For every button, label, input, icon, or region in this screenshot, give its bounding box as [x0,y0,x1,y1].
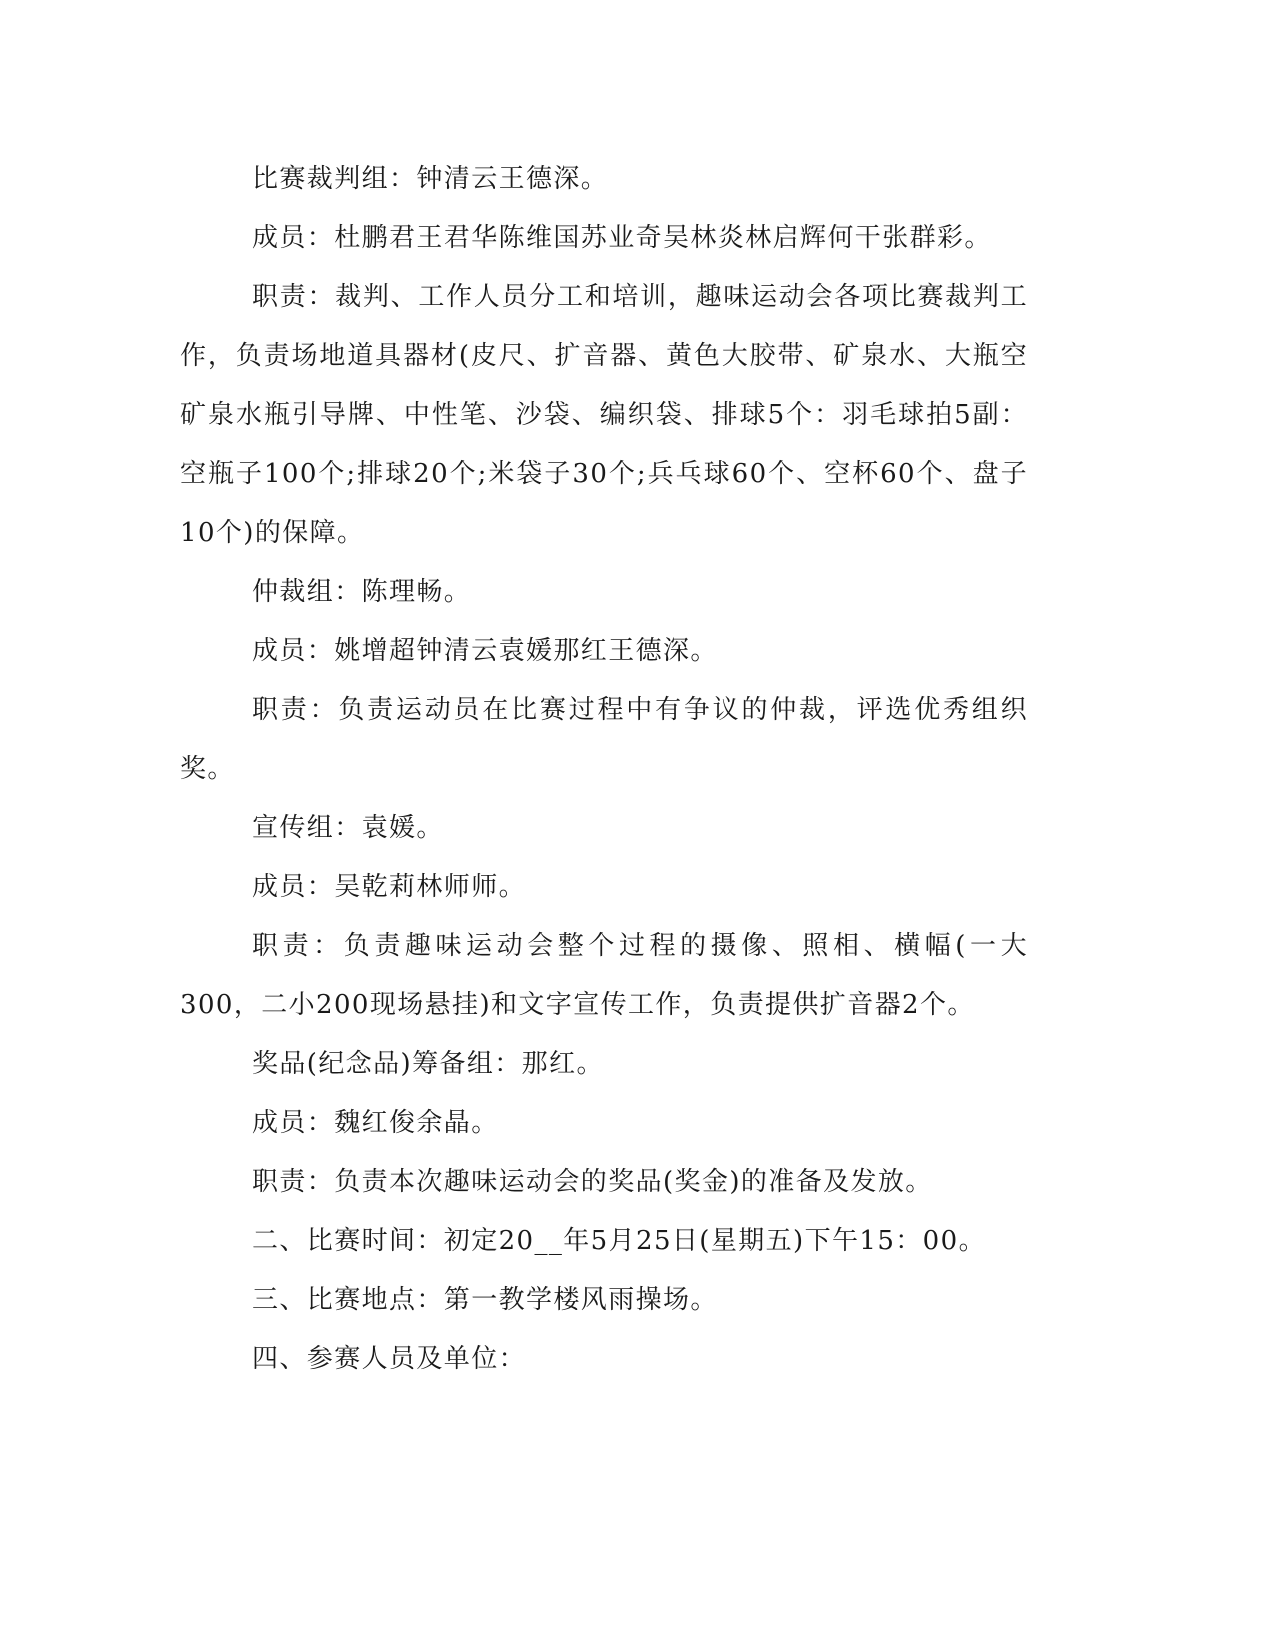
paragraph-arbitration-group: 仲裁组：陈理畅。 [252,577,472,607]
paragraph-prize-members: 成员：魏红俊余晶。 [252,1108,499,1138]
paragraph-referee-duties: 职责：裁判、工作人员分工和培训，趣味运动会各项比赛裁判工作，负责场地道具器材(皮尺、扩音器、黄色大胶带、矿泉水、大瓶空矿泉水瓶引导牌、中性笔、沙袋、编织袋、排球5个：羽毛球拍5副：空瓶子100个;排球20个;米袋子30个;兵乓球60个、空杯60个、盘子10个)的保障。 [180,282,1028,548]
paragraph-participants: 四、参赛人员及单位： [252,1344,527,1374]
document-page [180,150,1028,1389]
paragraph-arbitration-duties: 职责：负责运动员在比赛过程中有争议的仲裁，评选优秀组织奖。 [180,695,1028,784]
paragraph-prize-group: 奖品(纪念品)筹备组：那红。 [252,1049,604,1079]
paragraph-referee-members: 成员：杜鹏君王君华陈维国苏业奇吴林炎林启辉何干张群彩。 [252,223,992,253]
paragraph-publicity-duties: 职责：负责趣味运动会整个过程的摄像、照相、横幅(一大300，二小200现场悬挂)和文字宣传工作，负责提供扩音器2个。 [180,931,1028,1020]
paragraph-competition-venue: 三、比赛地点：第一教学楼风雨操场。 [252,1285,718,1315]
paragraph-competition-time: 二、比赛时间：初定20__年5月25日(星期五)下午15：00。 [252,1226,986,1256]
paragraph-publicity-group: 宣传组：袁媛。 [252,813,444,843]
paragraph-referee-group: 比赛裁判组：钟清云王德深。 [252,164,609,194]
paragraph-prize-duties: 职责：负责本次趣味运动会的奖品(奖金)的准备及发放。 [252,1167,933,1197]
paragraph-publicity-members: 成员：吴乾莉林师师。 [252,872,527,902]
paragraph-arbitration-members: 成员：姚增超钟清云袁媛那红王德深。 [252,636,718,666]
